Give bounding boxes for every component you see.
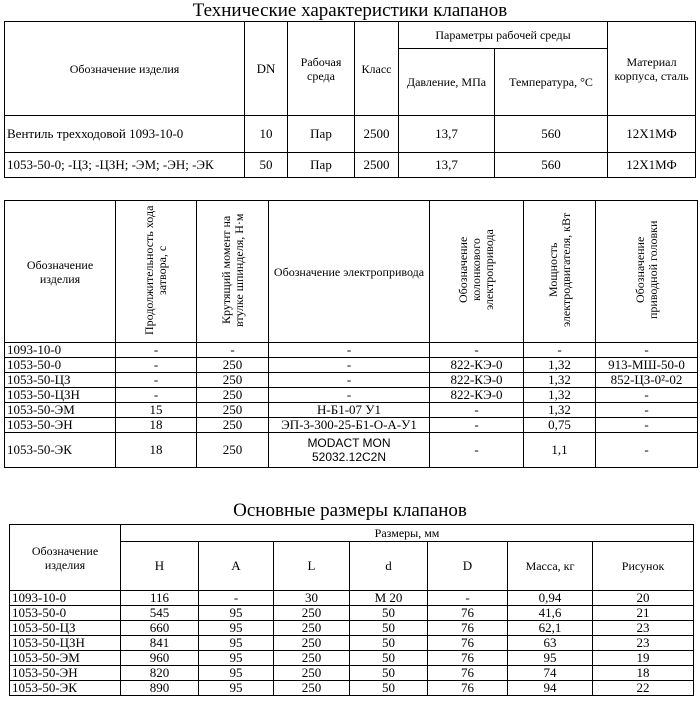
- cell-drive-head: -: [596, 433, 698, 468]
- table-row: [10, 666, 694, 681]
- cell-mass: 62,1: [508, 621, 593, 636]
- header-drive-head: [596, 201, 698, 343]
- cell-designation: 1093-10-0: [10, 591, 121, 606]
- cell-a: 95: [199, 666, 274, 681]
- header-params: Параметры рабочей среды: [399, 22, 608, 49]
- cell-material: 12Х1МФ: [608, 153, 696, 178]
- cell-figure: 23: [593, 621, 694, 636]
- cell-d-big: 76: [428, 606, 508, 621]
- cell-motor-power: -: [524, 343, 596, 358]
- cell-designation: 1053-50-ЦЗН: [5, 388, 116, 403]
- header-pressure: Давление, МПа: [399, 49, 495, 116]
- cell-torque: 250: [197, 373, 269, 388]
- header-motor-power: [524, 201, 596, 343]
- cell-temperature: 560: [495, 116, 608, 153]
- cell-d-small: 50: [350, 621, 428, 636]
- cell-figure: 23: [593, 636, 694, 651]
- cell-stroke-time: 15: [116, 403, 197, 418]
- cell-figure: 22: [593, 681, 694, 696]
- cell-d-big: 76: [428, 651, 508, 666]
- cell-material: 12Х1МФ: [608, 116, 696, 153]
- cell-drive-head: -: [596, 388, 698, 403]
- cell-column-drive: -: [430, 418, 524, 433]
- cell-drive-head: 913-МШ-50-0: [596, 358, 698, 373]
- cell-medium: Пар: [288, 116, 355, 153]
- cell-d-big: 76: [428, 681, 508, 696]
- table-row: [10, 636, 694, 651]
- cell-a: 95: [199, 681, 274, 696]
- cell-d-small: 50: [350, 651, 428, 666]
- cell-h: 820: [121, 666, 199, 681]
- cell-d-big: 76: [428, 621, 508, 636]
- cell-designation: 1093-10-0: [5, 343, 116, 358]
- cell-pressure: 13,7: [399, 116, 495, 153]
- header-torque-label: Крутящий момент на втулке шпинделя, Н·м: [218, 213, 246, 327]
- cell-motor-power: 1,32: [524, 403, 596, 418]
- cell-designation: 1053-50-ЭМ: [10, 651, 121, 666]
- cell-figure: 21: [593, 606, 694, 621]
- cell-designation: 1053-50-0: [5, 358, 116, 373]
- cell-actuator: Н-Б1-07 У1: [269, 403, 430, 418]
- cell-figure: 20: [593, 591, 694, 606]
- cell-d-small: 50: [350, 636, 428, 651]
- cell-motor-power: 1,1: [524, 433, 596, 468]
- table-row: [5, 403, 698, 418]
- header-stroke-time: [116, 201, 197, 343]
- cell-actuator: -: [269, 343, 430, 358]
- header-material: Материал корпуса, сталь: [608, 22, 696, 116]
- cell-column-drive: -: [430, 403, 524, 418]
- cell-designation: 1053-50-ЦЗ: [10, 621, 121, 636]
- header-d-small: d: [350, 542, 428, 591]
- header-column-drive-label: Обозначение колонкового электропривода: [456, 229, 496, 311]
- cell-torque: 250: [197, 433, 269, 468]
- cell-stroke-time: -: [116, 358, 197, 373]
- cell-mass: 94: [508, 681, 593, 696]
- table-row: [10, 591, 694, 606]
- cell-motor-power: 0,75: [524, 418, 596, 433]
- cell-temperature: 560: [495, 153, 608, 178]
- cell-column-drive: -: [430, 343, 524, 358]
- cell-motor-power: 1,32: [524, 358, 596, 373]
- cell-motor-power: 1,32: [524, 373, 596, 388]
- cell-l: 250: [274, 606, 350, 621]
- cell-h: 545: [121, 606, 199, 621]
- cell-stroke-time: 18: [116, 433, 197, 468]
- header-stroke-time-label: Продолжительность хода затвора, с: [142, 205, 169, 335]
- cell-stroke-time: -: [116, 373, 197, 388]
- cell-h: 960: [121, 651, 199, 666]
- cell-l: 250: [274, 636, 350, 651]
- header-designation: Обозначение изделия: [10, 525, 121, 591]
- header-designation: Обозначение изделия: [5, 201, 116, 343]
- cell-a: 95: [199, 651, 274, 666]
- cell-motor-power: 1,32: [524, 388, 596, 403]
- table-row: [5, 373, 698, 388]
- cell-figure: 19: [593, 651, 694, 666]
- cell-mass: 41,6: [508, 606, 593, 621]
- table-row: [5, 343, 698, 358]
- cell-actuator: -: [269, 388, 430, 403]
- table-row: [10, 621, 694, 636]
- cell-dn: 10: [245, 116, 288, 153]
- cell-column-drive: 822-КЭ-0: [430, 388, 524, 403]
- cell-d-big: -: [428, 591, 508, 606]
- cell-designation: 1053-50-ЭК: [10, 681, 121, 696]
- header-figure: Рисунок: [593, 542, 694, 591]
- table-row: [5, 358, 698, 373]
- header-temperature: Температура, °С: [495, 49, 608, 116]
- header-h: H: [121, 542, 199, 591]
- table1-title: Технические характеристики клапанов: [192, 0, 508, 21]
- cell-h: 841: [121, 636, 199, 651]
- cell-a: -: [199, 591, 274, 606]
- cell-h: 890: [121, 681, 199, 696]
- cell-stroke-time: -: [116, 343, 197, 358]
- table3-title: Основные размеры клапанов: [233, 500, 467, 521]
- cell-torque: -: [197, 343, 269, 358]
- table-row: [5, 433, 698, 468]
- cell-l: 250: [274, 651, 350, 666]
- cell-l: 250: [274, 666, 350, 681]
- cell-actuator: -: [269, 373, 430, 388]
- header-drive-head-label: Обозначение приводной головки: [632, 220, 660, 320]
- actuators-table: [4, 200, 698, 468]
- header-dn: DN: [245, 22, 288, 116]
- cell-actuator: MODACT MON 52032.12C2N: [269, 433, 430, 468]
- cell-column-drive: 822-КЭ-0: [430, 358, 524, 373]
- cell-class: 2500: [355, 153, 399, 178]
- cell-d-small: 50: [350, 666, 428, 681]
- header-d-big: D: [428, 542, 508, 591]
- cell-designation: 1053-50-ЦЗН: [10, 636, 121, 651]
- cell-torque: 250: [197, 418, 269, 433]
- cell-designation: 1053-50-0; -ЦЗ; -ЦЗН; -ЭМ; -ЭН; -ЭК: [5, 153, 245, 178]
- header-designation: Обозначение изделия: [5, 22, 245, 116]
- cell-l: 30: [274, 591, 350, 606]
- header-a: A: [199, 542, 274, 591]
- header-torque: [197, 201, 269, 343]
- cell-d-big: 76: [428, 666, 508, 681]
- specs-table: [4, 21, 696, 178]
- cell-h: 660: [121, 621, 199, 636]
- cell-actuator: -: [269, 358, 430, 373]
- cell-d-small: 50: [350, 606, 428, 621]
- cell-mass: 95: [508, 651, 593, 666]
- cell-drive-head: -: [596, 403, 698, 418]
- dimensions-table: [9, 524, 694, 696]
- cell-pressure: 13,7: [399, 153, 495, 178]
- cell-drive-head: 852-ЦЗ-0²-02: [596, 373, 698, 388]
- cell-designation: 1053-50-ЦЗ: [5, 373, 116, 388]
- cell-a: 95: [199, 606, 274, 621]
- cell-designation: Вентиль трехходовой 1093-10-0: [5, 116, 245, 153]
- cell-drive-head: -: [596, 418, 698, 433]
- cell-mass: 0,94: [508, 591, 593, 606]
- cell-d-big: 76: [428, 636, 508, 651]
- cell-l: 250: [274, 621, 350, 636]
- cell-designation: 1053-50-ЭК: [5, 433, 116, 468]
- table-row: [10, 606, 694, 621]
- cell-designation: 1053-50-ЭМ: [5, 403, 116, 418]
- table-row: [5, 388, 698, 403]
- header-motor-power-label: Мощность электродвигателя, кВт: [545, 212, 573, 328]
- cell-actuator: ЭП-3-300-25-Б1-О-А-У1: [269, 418, 430, 433]
- cell-l: 250: [274, 681, 350, 696]
- header-column-drive: [430, 201, 524, 343]
- cell-drive-head: -: [596, 343, 698, 358]
- header-actuator: Обозначение электропривода: [269, 201, 430, 343]
- cell-a: 95: [199, 636, 274, 651]
- cell-d-small: М 20: [350, 591, 428, 606]
- cell-h: 116: [121, 591, 199, 606]
- table-row: [5, 418, 698, 433]
- cell-mass: 74: [508, 666, 593, 681]
- cell-designation: 1053-50-0: [10, 606, 121, 621]
- header-medium: Рабочая среда: [288, 22, 355, 116]
- table-row: [5, 116, 696, 153]
- table-row: [10, 681, 694, 696]
- cell-stroke-time: 18: [116, 418, 197, 433]
- cell-class: 2500: [355, 116, 399, 153]
- header-dimensions: Размеры, мм: [121, 525, 694, 542]
- cell-designation: 1053-50-ЭН: [5, 418, 116, 433]
- cell-column-drive: 822-КЭ-0: [430, 373, 524, 388]
- cell-torque: 250: [197, 403, 269, 418]
- cell-mass: 63: [508, 636, 593, 651]
- cell-torque: 250: [197, 388, 269, 403]
- header-class: Класс: [355, 22, 399, 116]
- cell-stroke-time: -: [116, 388, 197, 403]
- cell-figure: 18: [593, 666, 694, 681]
- table-row: [5, 153, 696, 178]
- cell-designation: 1053-50-ЭН: [10, 666, 121, 681]
- cell-a: 95: [199, 621, 274, 636]
- table-row: [10, 651, 694, 666]
- header-l: L: [274, 542, 350, 591]
- cell-d-small: 50: [350, 681, 428, 696]
- cell-column-drive: -: [430, 433, 524, 468]
- cell-torque: 250: [197, 358, 269, 373]
- cell-dn: 50: [245, 153, 288, 178]
- cell-medium: Пар: [288, 153, 355, 178]
- header-mass: Масса, кг: [508, 542, 593, 591]
